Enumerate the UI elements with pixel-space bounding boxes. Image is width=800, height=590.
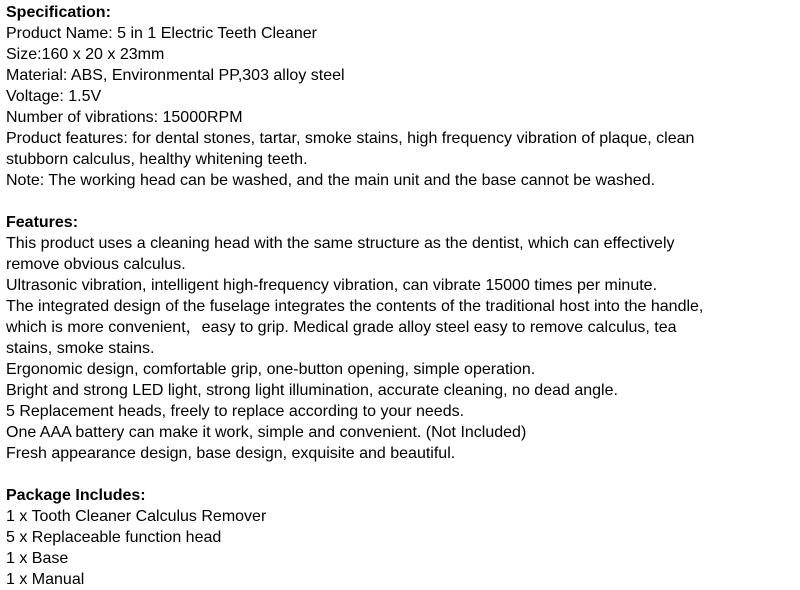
spec-line: Voltage: 1.5V — [6, 88, 102, 105]
spec-line: Number of vibrations: 15000RPM — [6, 109, 243, 126]
spec-line: Product features: for dental stones, tartar, smoke stains, high frequency vibration of plaque, clean — [6, 130, 695, 147]
feature-line: Fresh appearance design, base design, exquisite and beautiful. — [6, 445, 456, 462]
features-section — [6, 212, 800, 464]
section-gap — [6, 464, 800, 485]
package-item: 1 x Manual — [6, 571, 85, 588]
section-gap — [6, 191, 800, 212]
feature-line: remove obvious calculus. — [6, 256, 186, 273]
feature-line: Ergonomic design, comfortable grip, one-button opening, simple operation. — [6, 361, 536, 378]
package-section — [6, 485, 800, 590]
feature-line: which is more convenient，easy to grip. Medical grade alloy steel easy to remove calculus, tea — [6, 319, 677, 336]
specification-title: Specification: — [6, 4, 111, 21]
feature-line: The integrated design of the fuselage integrates the contents of the traditional host into the handle, — [6, 298, 704, 315]
package-item: 5 x Replaceable function head — [6, 529, 222, 546]
package-item: 1 x Base — [6, 550, 69, 567]
spec-line: Product Name: 5 in 1 Electric Teeth Cleaner — [6, 25, 317, 42]
feature-line: Bright and strong LED light, strong light illumination, accurate cleaning, no dead angle. — [6, 382, 618, 399]
feature-line: Ultrasonic vibration, intelligent high-frequency vibration, can vibrate 15000 times per minute. — [6, 277, 658, 294]
feature-line: This product uses a cleaning head with the same structure as the dentist, which can effectively — [6, 235, 675, 252]
specification-section — [6, 2, 800, 191]
features-title: Features: — [6, 214, 79, 231]
spec-line: Note: The working head can be washed, and the main unit and the base cannot be washed. — [6, 172, 656, 189]
spec-line: stubborn calculus, healthy whitening teeth. — [6, 151, 308, 168]
feature-line: stains, smoke stains. — [6, 340, 155, 357]
feature-line: One AAA battery can make it work, simple and convenient. (Not Included) — [6, 424, 527, 441]
spec-line: Material: ABS, Environmental PP,303 alloy steel — [6, 67, 345, 84]
spec-line: Size:160 x 20 x 23mm — [6, 46, 165, 63]
package-item: 1 x Tooth Cleaner Calculus Remover — [6, 508, 267, 525]
package-title: Package Includes: — [6, 487, 146, 504]
feature-line: 5 Replacement heads, freely to replace according to your needs. — [6, 403, 465, 420]
